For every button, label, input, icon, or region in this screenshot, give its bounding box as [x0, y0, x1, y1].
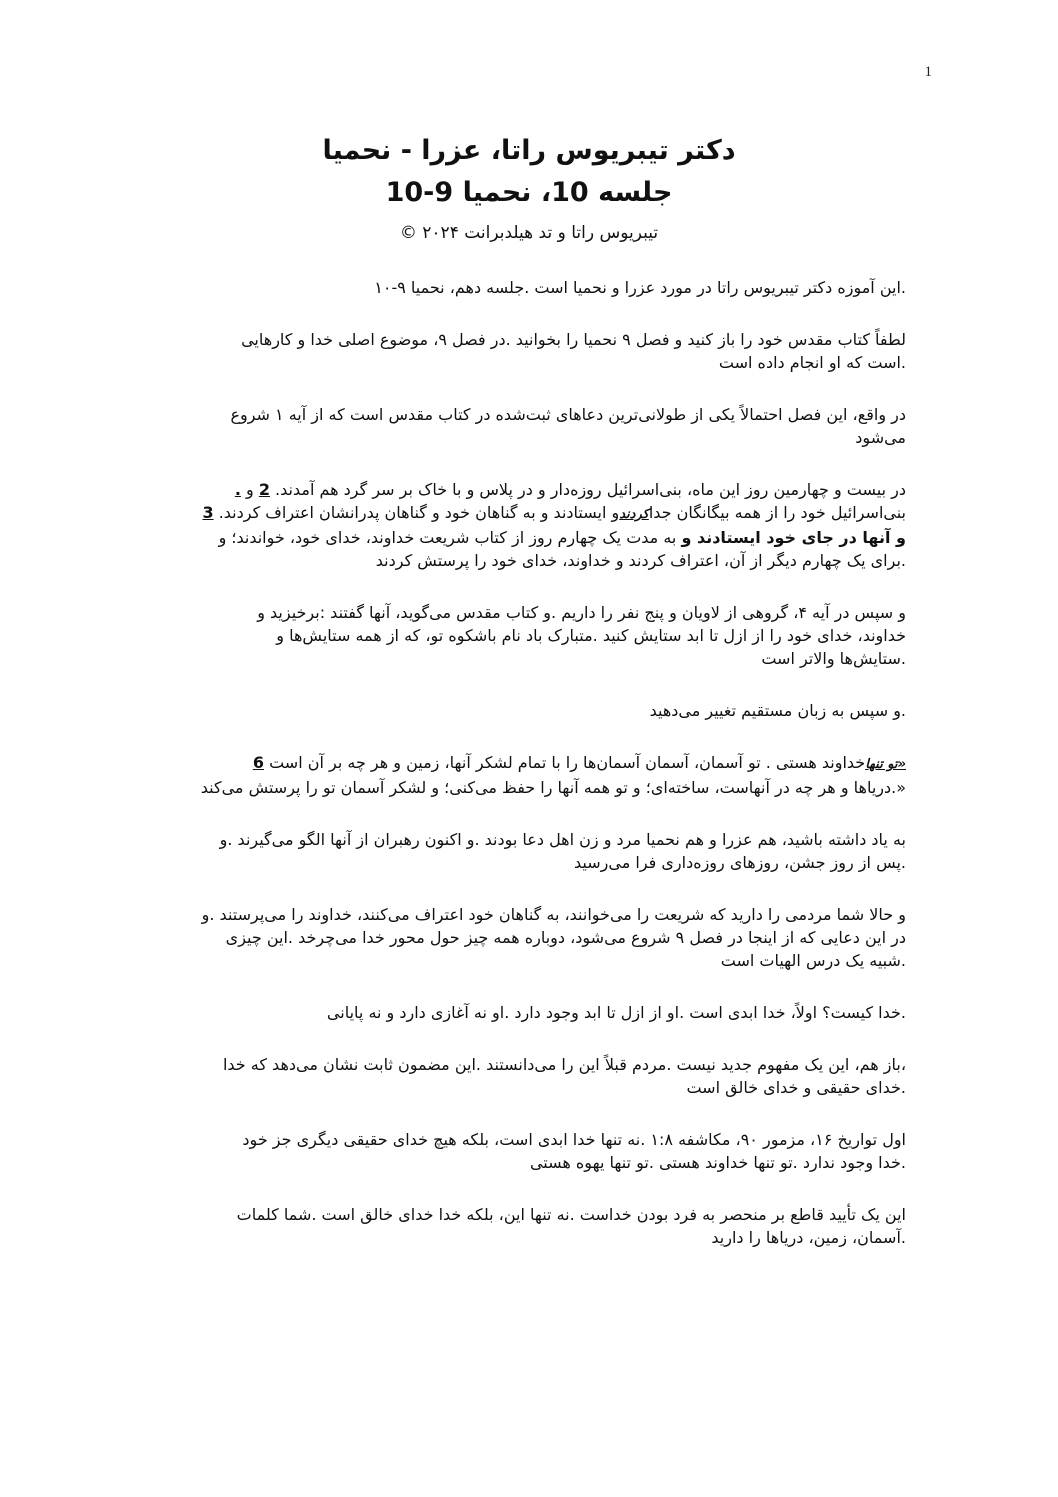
paragraph-3	[126, 403, 906, 449]
scripture-text: و ایستادند و به گناهان خود و گناهان پدرانشان اعتراف کردند.	[218, 503, 620, 522]
text-line: این یک تأیید قاطع بر منحصر به فرد بودن خداست .نه تنها این، بلکه خدا خدای خالق است .شما کلمات	[236, 1205, 906, 1224]
document-header	[130, 130, 928, 248]
paragraph-8	[126, 828, 906, 874]
text-line: ،باز هم، این یک مفهوم جدید نیست .مردم قبلاً این را می‌دانستند .این مضمون ثابت نشان می‌دهد که خدا	[222, 1055, 906, 1074]
handwritten-annotation: «تو تنها	[865, 757, 906, 772]
text-line	[126, 751, 906, 776]
text-line: .شبیه یک درس الهیات است	[720, 951, 906, 970]
text-line: .است که او انجام داده است	[718, 353, 906, 372]
scripture-text: خداوند هستی . تو آسمان، آسمان آسمان‌ها را با تمام لشکر آنها، زمین و هر چه بر آن است	[269, 753, 866, 772]
text-line: در واقع، این فصل احتمالاً یکی از طولانی‌ترین دعاهای ثبت‌شده در کتاب مقدس است که از آیه ۱ شروع	[230, 405, 906, 424]
copyright-line: تیبریوس راتا و تد هیلدبرانت ۲۰۲۴ ©	[399, 223, 659, 243]
page-number: 1	[924, 64, 932, 80]
paragraph-11	[126, 1053, 906, 1099]
text-line	[126, 526, 906, 549]
text-line: و سپس در آیه ۴، گروهی از لاویان و پنج نفر را داریم .و کتاب مقدس می‌گوید، آنها گفتند :برخیزید و	[257, 603, 906, 622]
document-title: دکتر تیبریوس راتا، عزرا - نحمیا	[322, 135, 736, 166]
paragraph-1	[126, 276, 906, 299]
paragraph-2	[126, 328, 906, 374]
text-line	[126, 501, 906, 526]
text-line: .و سپس به زبان مستقیم تغییر می‌دهید	[649, 701, 906, 720]
scripture-text: به مدت یک چهارم روز از کتاب شریعت خداوند، خدای خود، خواندند؛ و	[218, 528, 677, 547]
text-line: لطفاً کتاب مقدس خود را باز کنید و فصل ۹ نحمیا را بخوانید .در فصل ۹، موضوع اصلی خدا و کارهایی	[241, 330, 906, 349]
text-line: .برای یک چهارم دیگر از آن، اعتراف کردند و خداوند، خدای خود را پرستش کردند	[375, 551, 906, 570]
text-line: .ستایش‌ها والاتر است	[761, 649, 906, 668]
paragraph-10	[126, 1001, 906, 1024]
paragraph-6	[126, 699, 906, 722]
paragraph-12	[126, 1128, 906, 1174]
text-line: می‌شود	[855, 428, 906, 447]
scripture-text: بنی‌اسرائیل خود را از همه بیگانگان جدا	[648, 503, 906, 522]
bold-scripture-text: و آنها در جای خود ایستادند و	[681, 528, 906, 547]
text-line: .آسمان، زمین، دریاها را دارید	[711, 1228, 906, 1247]
text-line: به یاد داشته باشید، هم عزرا و هم نحمیا مرد و زن اهل دعا بودند .و اکنون رهبران از آنها الگو می‌گیرند .و	[219, 830, 906, 849]
text-line: در این دعایی که از اینجا در فصل ۹ شروع می‌شود، دوباره همه چیز حول محور خدا می‌چرخد .این چیزی	[225, 928, 906, 947]
text-line: .پس از روز جشن، روزهای روزه‌داری فرا می‌رسید	[574, 853, 906, 872]
session-title: جلسه 10، نحمیا 9-10	[385, 177, 673, 208]
document-body	[126, 276, 906, 1278]
text-line: «.دریاها و هر چه در آنهاست، ساخته‌ای؛ و تو همه آنها را حفظ می‌کنی؛ و لشکر آسمان تو را پرستش می‌کند	[200, 778, 906, 797]
paragraph-5	[126, 601, 906, 670]
text-line: و حالا شما مردمی را دارید که شریعت را می‌خوانند، به گناهان خود اعتراف می‌کنند، خداوند را می‌پرستند .و	[201, 905, 906, 924]
text-line: اول تواریخ ۱۶، مزمور ۹۰، مکاشفه ۱:۸ .نه تنها خدا ابدی است، بلکه هیچ خدای حقیقی دیگری جز خود	[242, 1130, 906, 1149]
conjunction: و	[245, 480, 254, 499]
verse-number-6: 6	[252, 753, 264, 772]
text-line: .این آموزه دکتر تیبریوس راتا در مورد عزرا و نحمیا است .جلسه دهم، نحمیا ۹-۱۰	[374, 278, 906, 297]
paragraph-13	[126, 1203, 906, 1249]
paragraph-9	[126, 903, 906, 972]
verse-number-3: 3	[202, 503, 214, 522]
text-line: خداوند، خدای خود را از ازل تا ابد ستایش کنید .متبارک باد نام باشکوه تو، که از همه ستایش‌ها و	[276, 626, 906, 645]
paragraph-4-scripture	[126, 478, 906, 572]
scripture-text: در بیست و چهارمین روز این ماه، بنی‌اسرائیل روزه‌دار و در پلاس و با خاک بر سر گرد هم آمدند.	[275, 480, 906, 499]
verse-number-2: 2	[258, 480, 270, 499]
text-line	[126, 478, 906, 501]
verse-marker: .	[234, 480, 241, 499]
handwritten-annotation: کردند	[619, 507, 649, 522]
text-line: .خدا وجود ندارد .تو تنها خداوند هستی .تو تنها یهوه هستی	[529, 1153, 906, 1172]
text-line: .خدای حقیقی و خدای خالق است	[686, 1078, 906, 1097]
paragraph-7-scripture	[126, 751, 906, 799]
text-line: .خدا کیست؟ اولاً، خدا ابدی است .او از ازل تا ابد وجود دارد .او نه آغازی دارد و نه پایانی	[326, 1003, 906, 1022]
